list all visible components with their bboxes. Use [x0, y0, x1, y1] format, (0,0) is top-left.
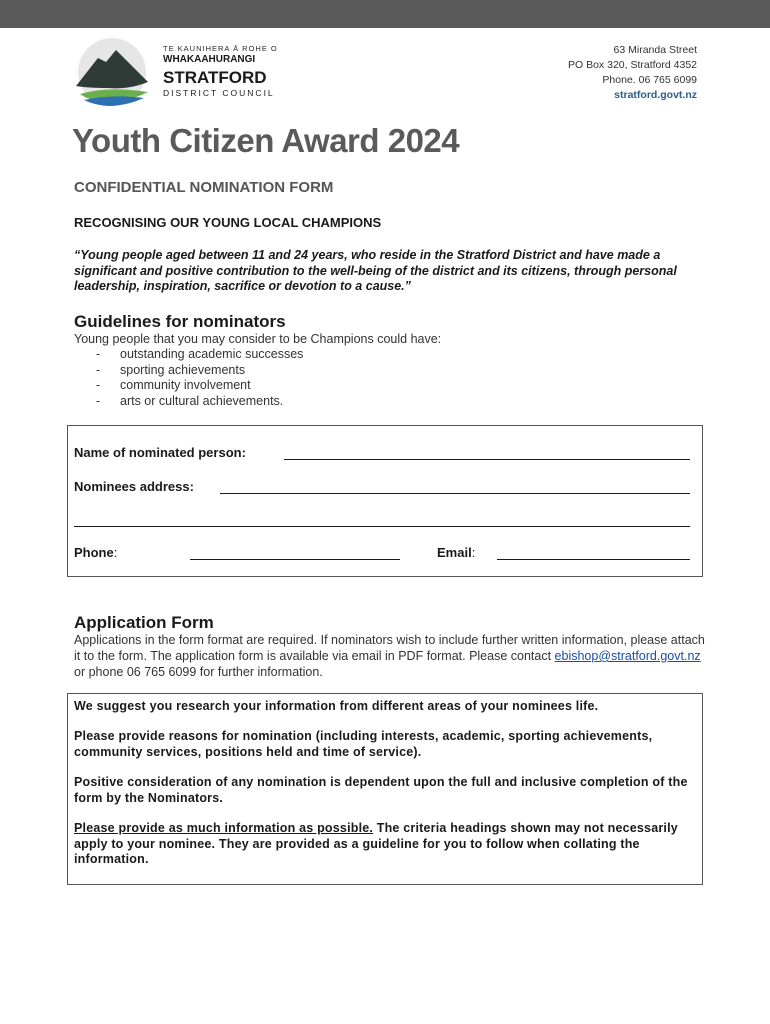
- top-bar: [0, 0, 770, 28]
- nomination-details-box: [67, 425, 703, 577]
- phone-label-text: Phone: [74, 545, 114, 560]
- list-item: - outstanding academic successes: [96, 347, 303, 363]
- nominee-address-label: Nominees address:: [74, 479, 194, 494]
- phone-field[interactable]: [190, 559, 400, 560]
- address-website[interactable]: stratford.govt.nz: [614, 89, 697, 101]
- guidelines-list: [96, 347, 303, 409]
- address-po-box: PO Box 320, Stratford 4352: [568, 59, 697, 71]
- email-label-text: Email: [437, 545, 472, 560]
- nominee-address-field[interactable]: [220, 493, 690, 494]
- award-quote: “Young people aged between 11 and 24 years, who reside in the Stratford District and have made a significant and positive contribution to the well-being of the district and its citizens, through personal leadership, inspiration, sacrifice or devotion to a cause.”: [74, 248, 677, 293]
- address-phone: Phone. 06 765 6099: [602, 74, 697, 86]
- application-heading: Application Form: [74, 613, 214, 632]
- email-colon: :: [471, 545, 476, 560]
- logo-stratford: STRATFORD: [163, 68, 267, 87]
- list-item: - sporting achievements: [96, 363, 303, 379]
- email-field[interactable]: [497, 559, 690, 560]
- application-text-before: Applications in the form format are required. If nominators wish to include further written information, please attach it to the form. The application form is available via email in PDF format. Please contact: [74, 633, 705, 663]
- email-label: [437, 545, 475, 560]
- nominee-address-line2-field[interactable]: [74, 526, 690, 527]
- recognising-heading: RECOGNISING OUR YOUNG LOCAL CHAMPIONS: [74, 215, 382, 230]
- list-item: - arts or cultural achievements.: [96, 394, 303, 410]
- logo-district-council: DISTRICT COUNCIL: [163, 88, 275, 98]
- phone-colon: :: [113, 545, 118, 560]
- application-text-after: or phone 06 765 6099 for further information.: [74, 665, 323, 679]
- guidance-consideration: Positive consideration of any nomination is dependent upon the full and inclusive completion of the form by the Nominators.: [74, 775, 688, 805]
- guidance-research: We suggest you research your information from different areas of your nominees life.: [74, 699, 599, 713]
- guidance-information-rest: The criteria headings shown may not necessarily apply to your nominee. They are provided as a guideline for you to follow when collating the information.: [74, 821, 678, 866]
- guidelines-intro: Young people that you may consider to be Champions could have:: [74, 332, 442, 346]
- nominee-name-field[interactable]: [284, 459, 690, 460]
- application-guidance-box: [67, 693, 703, 885]
- list-item: - community involvement: [96, 378, 303, 394]
- guidelines-heading: Guidelines for nominators: [74, 312, 286, 331]
- application-instructions: [74, 632, 714, 680]
- nominee-name-label: Name of nominated person:: [74, 445, 246, 460]
- page-title: Youth Citizen Award 2024: [72, 122, 460, 159]
- council-address: [568, 43, 697, 103]
- form-subtitle: CONFIDENTIAL NOMINATION FORM: [74, 179, 334, 196]
- contact-email-link[interactable]: ebishop@stratford.govt.nz: [554, 649, 701, 663]
- guidance-reasons: Please provide reasons for nomination (including interests, academic, sporting achievements, community services, positions held and time of service).: [74, 729, 653, 759]
- logo-whakaahurangi: WHAKAAHURANGI: [163, 54, 256, 65]
- mountain-logo-icon: [68, 36, 158, 108]
- logo-maori-line: TE KAUNIHERA Ā ROHE O: [163, 44, 278, 53]
- phone-label: [74, 545, 117, 560]
- guidance-information-emphasis: Please provide as much information as possible.: [74, 821, 374, 835]
- council-logo: [68, 36, 278, 108]
- guidance-information: [74, 821, 694, 868]
- address-street: 63 Miranda Street: [613, 44, 697, 56]
